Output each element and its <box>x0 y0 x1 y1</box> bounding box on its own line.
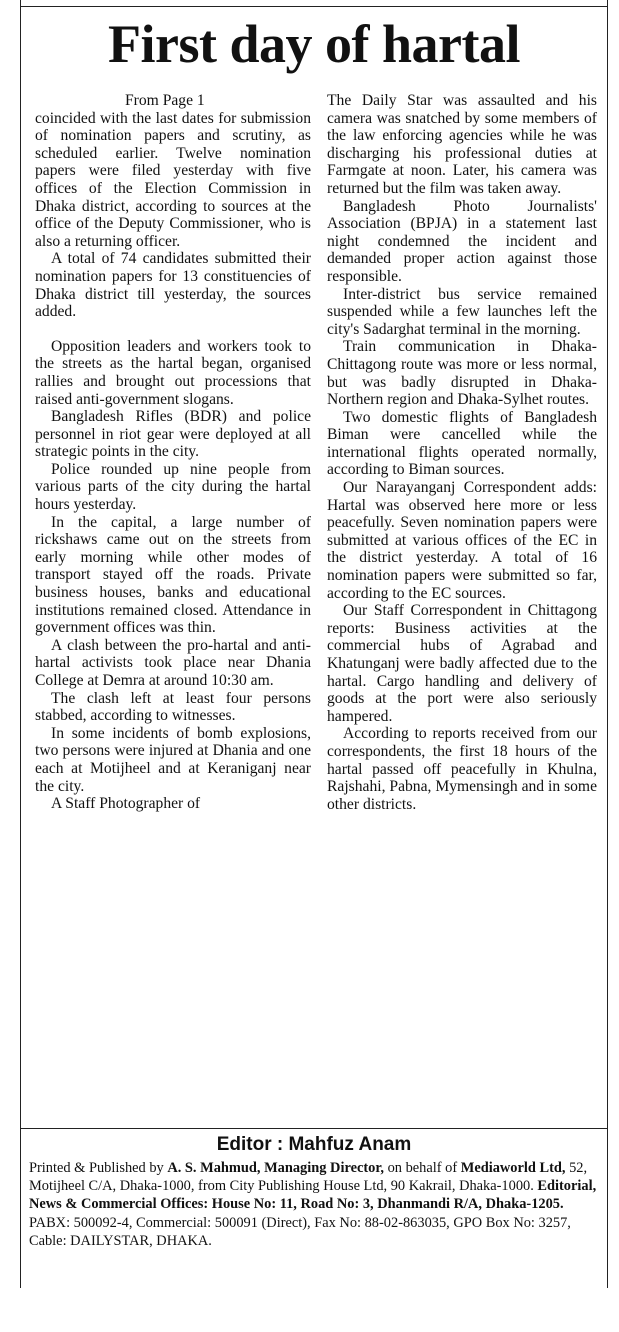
headline: First day of hartal <box>108 14 520 74</box>
news-clipping <box>20 0 608 1128</box>
article-paragraph: Our Staff Correspondent in Chittagong reports: Business activities at the commercial hubs of Agrabad and Khatunganj were badly affected due to the hartal. Cargo handling and delivery of goods at the port were also seriously hampered. <box>327 602 597 725</box>
article-paragraph: Police rounded up nine people from various parts of the city during the hartal hours yesterday. <box>35 460 311 514</box>
imprint <box>29 1159 599 1250</box>
imprint-company: Mediaworld Ltd, <box>460 1160 566 1176</box>
continuation-label: From Page 1 <box>125 92 205 109</box>
article-paragraph: A clash between the pro-hartal and anti-hartal activists took place near Dhania College at Demra at around 10:30 am. <box>35 636 311 689</box>
article-paragraph: coincided with the last dates for submission of nomination papers and scrutiny, as scheduled earlier. Twelve nomination papers were filed yesterday with five offices of the Election Commission in Dhaka district, according to sources at the office of the Deputy Commissioner, who is also a returning officer. <box>35 109 311 250</box>
colophon <box>20 1128 608 1288</box>
article-paragraph: Opposition leaders and workers took to the streets as the hartal began, organised rallies and brought out processions that raised anti-government slogans. <box>35 337 311 408</box>
article-column-right <box>327 92 597 813</box>
imprint-contact: PABX: 500092-4, Commercial: 500091 (Direct), Fax No: 88-02-863035, GPO Box No: 3257, Cable: DAILYSTAR, DHAKA. <box>29 1214 571 1249</box>
article-paragraph: Two domestic flights of Bangladesh Biman were cancelled while the international flights operated normally, according to Biman sources. <box>327 408 597 479</box>
article-paragraph: The clash left at least four persons stabbed, according to witnesses. <box>35 689 311 725</box>
article-paragraph: In the capital, a large number of rickshaws came out on the streets from early morning while other modes of transport stayed off the roads. Private business houses, banks and educational institutions remained closed. Attendance in government offices was thin. <box>35 513 311 637</box>
article-paragraph: Inter-district bus service remained suspended while a few launches left the city's Sadarghat terminal in the morning. <box>327 285 597 338</box>
article-paragraph: The Daily Star was assaulted and his camera was snatched by some members of the law enforcing agencies while he was discharging his professional duties at Farmgate at noon. Later, his camera was returned but the film was taken away. <box>327 92 597 197</box>
imprint-text: Printed & Published by <box>29 1160 168 1176</box>
imprint-offices: Editorial, News & Commercial Offices: House No: 11, Road No: 3, Dhanmandi R/A, Dhaka-1205. <box>29 1178 597 1213</box>
imprint-text: 52, Motijheel C/A, Dhaka-1000, from City Publishing House Ltd, 90 Kakrail, Dhaka-1000. <box>29 1160 588 1195</box>
article-paragraph: A Staff Photographer of <box>51 795 201 813</box>
article-paragraph: Train communication in Dhaka-Chittagong route was more or less normal, but was badly disrupted in Dhaka-Northern region and Dhaka-Sylhet routes. <box>327 338 597 409</box>
imprint-publisher: A. S. Mahmud, Managing Director, <box>167 1160 384 1176</box>
article-column-left <box>35 92 311 813</box>
imprint-text: on behalf of <box>384 1160 461 1176</box>
article-paragraph: Our Narayanganj Correspondent adds: Hartal was observed here more or less peacefully. Seven nomination papers were submitted at various offices of the EC in the district yesterday. A total of 16 nomination papers were submitted so far, according to the EC sources. <box>327 479 597 602</box>
article-paragraph: Bangladesh Photo Journalists' Association (BPJA) in a statement last night condemned the incident and demanded proper action against those responsible. <box>327 197 597 285</box>
article-paragraph: A total of 74 candidates submitted their nomination papers for 13 constituencies of Dhaka district till yesterday, the sources added. <box>35 250 311 321</box>
article-paragraph: According to reports received from our correspondents, the first 18 hours of the hartal passed off peacefully in Khulna, Rajshahi, Pabna, Mymensingh and in some other districts. <box>327 725 597 813</box>
article-paragraph: In some incidents of bomb explosions, two persons were injured at Dhania and one each at Motijheel and at Keraniganj near the city. <box>35 724 311 795</box>
editor-line: Editor : Mahfuz Anam <box>216 1134 412 1155</box>
article-paragraph: Bangladesh Rifles (BDR) and police personnel in riot gear were deployed at all strategic points in the city. <box>35 408 311 461</box>
